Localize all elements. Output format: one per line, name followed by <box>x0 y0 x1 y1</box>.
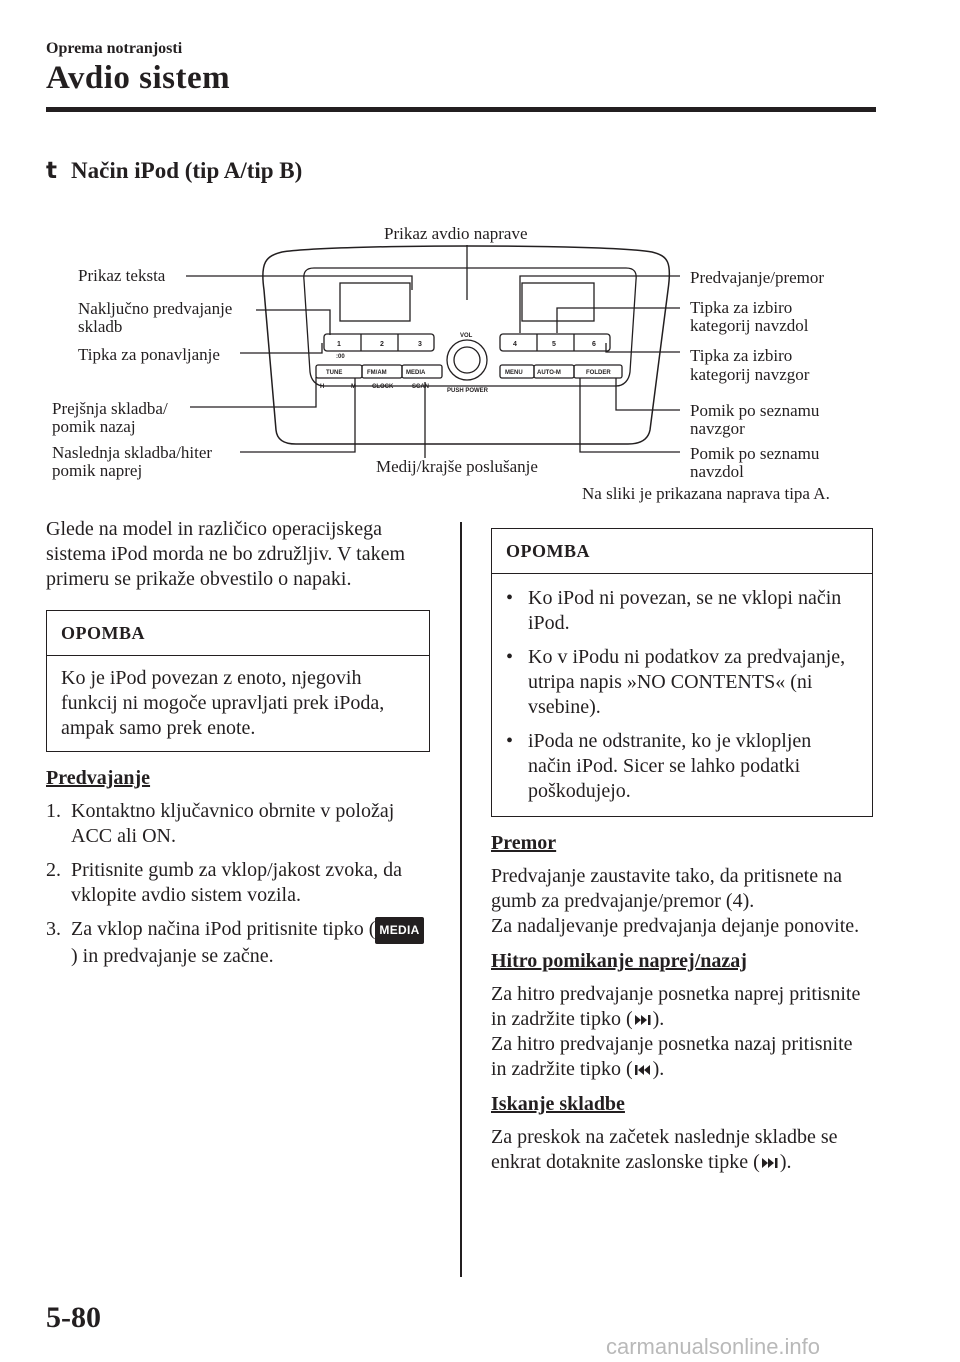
label-next-1: Naslednja skladba/hiter <box>52 443 213 462</box>
ff-text-2: Za hitro predvajanje posnetka nazaj pritisnite in zadržite tipko ( ). <box>491 1033 853 1080</box>
label-media: Medij/krajše poslušanje <box>376 457 538 476</box>
note-box-right <box>491 528 873 817</box>
column-divider <box>460 522 462 1277</box>
note-bullets <box>492 574 872 816</box>
preset-4-label: 4 <box>513 341 517 348</box>
note-bullet-1: • Ko iPod ni povezan, se ne vklopi način iPod. <box>506 587 842 634</box>
diagram-caption: Na sliki je prikazana naprava tipa A. <box>582 484 830 503</box>
intro-paragraph: Glede na model in različico operacijskega sistema iPod morda ne bo združljiv. V takem primeru se prikaže obvestilo o napaki. <box>46 518 406 590</box>
label-prev-1: Prejšnja skladba/ <box>52 399 168 418</box>
auto-m-label: AUTO-M <box>537 370 561 376</box>
m-label: M <box>351 384 356 390</box>
ff-heading: Hitro pomikanje naprej/nazaj <box>491 950 747 972</box>
note-bullet-2: • Ko v iPodu ni podatkov za predvajanje, utripa napis »NO CONTENTS« (ni vsebine). <box>506 646 846 718</box>
fmam-label: FM/AM <box>367 370 387 376</box>
page-title: Avdio sistem <box>46 60 231 96</box>
step-3: 3. Za vklop načina iPod pritisnite tipko ( MEDIA) in predvajanje se začne. <box>46 917 430 969</box>
search-heading: Iskanje skladbe <box>491 1093 625 1115</box>
right-column <box>491 528 873 1185</box>
label-next-2: pomik naprej <box>52 461 143 480</box>
note-bullet-3: • iPoda ne odstranite, ko je vklopljen način iPod. Sicer se lahko podatki poškodujejo. <box>506 730 812 802</box>
label-list-up-2: navzgor <box>690 419 745 438</box>
preset-6-label: 6 <box>592 341 596 348</box>
preset-5-label: 5 <box>552 341 556 348</box>
label-cat-down-1: Tipka za izbiro <box>690 298 793 317</box>
label-cat-up-1: Tipka za izbiro <box>690 346 793 365</box>
audio-unit-diagram <box>0 0 960 510</box>
push-power-label: PUSH POWER <box>447 388 489 394</box>
step-2: 2. Pritisnite gumb za vklop/jakost zvoka, da vklopite avdio sistem vozila. <box>46 859 403 906</box>
label-repeat: Tipka za ponavljanje <box>78 345 220 364</box>
scan-label: SCAN <box>412 384 430 390</box>
skip-forward-icon <box>633 1013 653 1027</box>
media-label: MEDIA <box>406 370 426 376</box>
tune-label: TUNE <box>326 370 343 376</box>
skip-forward-icon <box>760 1156 780 1170</box>
pause-text-2: Za nadaljevanje predvajanja dejanje ponovite. <box>491 915 860 937</box>
play-heading: Predvajanje <box>46 767 151 789</box>
skip-back-icon <box>633 1063 653 1077</box>
preset-3-label: 3 <box>418 341 422 348</box>
note-heading-right: OPOMBA <box>492 529 872 574</box>
label-random-2: skladb <box>78 317 123 336</box>
note-body: Ko je iPod povezan z enoto, njegovih funkcij ni mogoče upravljati prek iPoda, ampak samo prek enote. <box>61 667 385 739</box>
label-list-down-1: Pomik po seznamu <box>690 444 820 463</box>
label-cat-up-2: kategorij navzgor <box>690 365 810 384</box>
label-cat-down-2: kategorij navzdol <box>690 316 809 335</box>
label-prev-2: pomik nazaj <box>52 417 136 436</box>
label-text-display: Prikaz teksta <box>78 266 166 285</box>
time-colon-label: :00 <box>336 354 345 360</box>
preset-2-label: 2 <box>380 341 384 348</box>
label-list-up-1: Pomik po seznamu <box>690 401 820 420</box>
preset-1-label: 1 <box>337 341 341 348</box>
folder-label: FOLDER <box>586 370 611 376</box>
watermark: carmanualsonline.info <box>606 1334 821 1359</box>
label-random-1: Naključno predvajanje <box>78 299 233 318</box>
search-text: Za preskok na začetek naslednje skladbe se enkrat dotaknite zaslonske tipke ( ). <box>491 1126 838 1173</box>
clock-label: CLOCK <box>372 384 394 390</box>
label-audio-display: Prikaz avdio naprave <box>384 224 528 243</box>
left-column <box>46 517 430 978</box>
ff-text-1: Za hitro predvajanje posnetka naprej pritisnite in zadržite tipko ( ). <box>491 983 861 1030</box>
h-label: H <box>320 384 325 390</box>
menu-label: MENU <box>505 370 523 376</box>
section-title-text: Način iPod (tip A/tip B) <box>71 158 303 183</box>
media-button-icon: MEDIA <box>375 917 423 944</box>
pause-text-1: Predvajanje zaustavite tako, da pritisnete na gumb za predvajanje/premor (4). <box>491 865 842 912</box>
vol-label: VOL <box>460 333 473 339</box>
label-list-down-2: navzdol <box>690 462 744 481</box>
section-bullet: t <box>46 158 57 184</box>
section-header: Oprema notranjosti <box>46 40 183 57</box>
step-1: 1. Kontaktno ključavnico obrnite v položaj ACC ali ON. <box>46 800 395 847</box>
note-heading: OPOMBA <box>47 611 429 656</box>
page-number: 5-80 <box>46 1301 101 1334</box>
note-box-left <box>46 610 430 752</box>
label-play-pause: Predvajanje/premor <box>690 268 825 287</box>
pause-heading: Premor <box>491 832 557 854</box>
